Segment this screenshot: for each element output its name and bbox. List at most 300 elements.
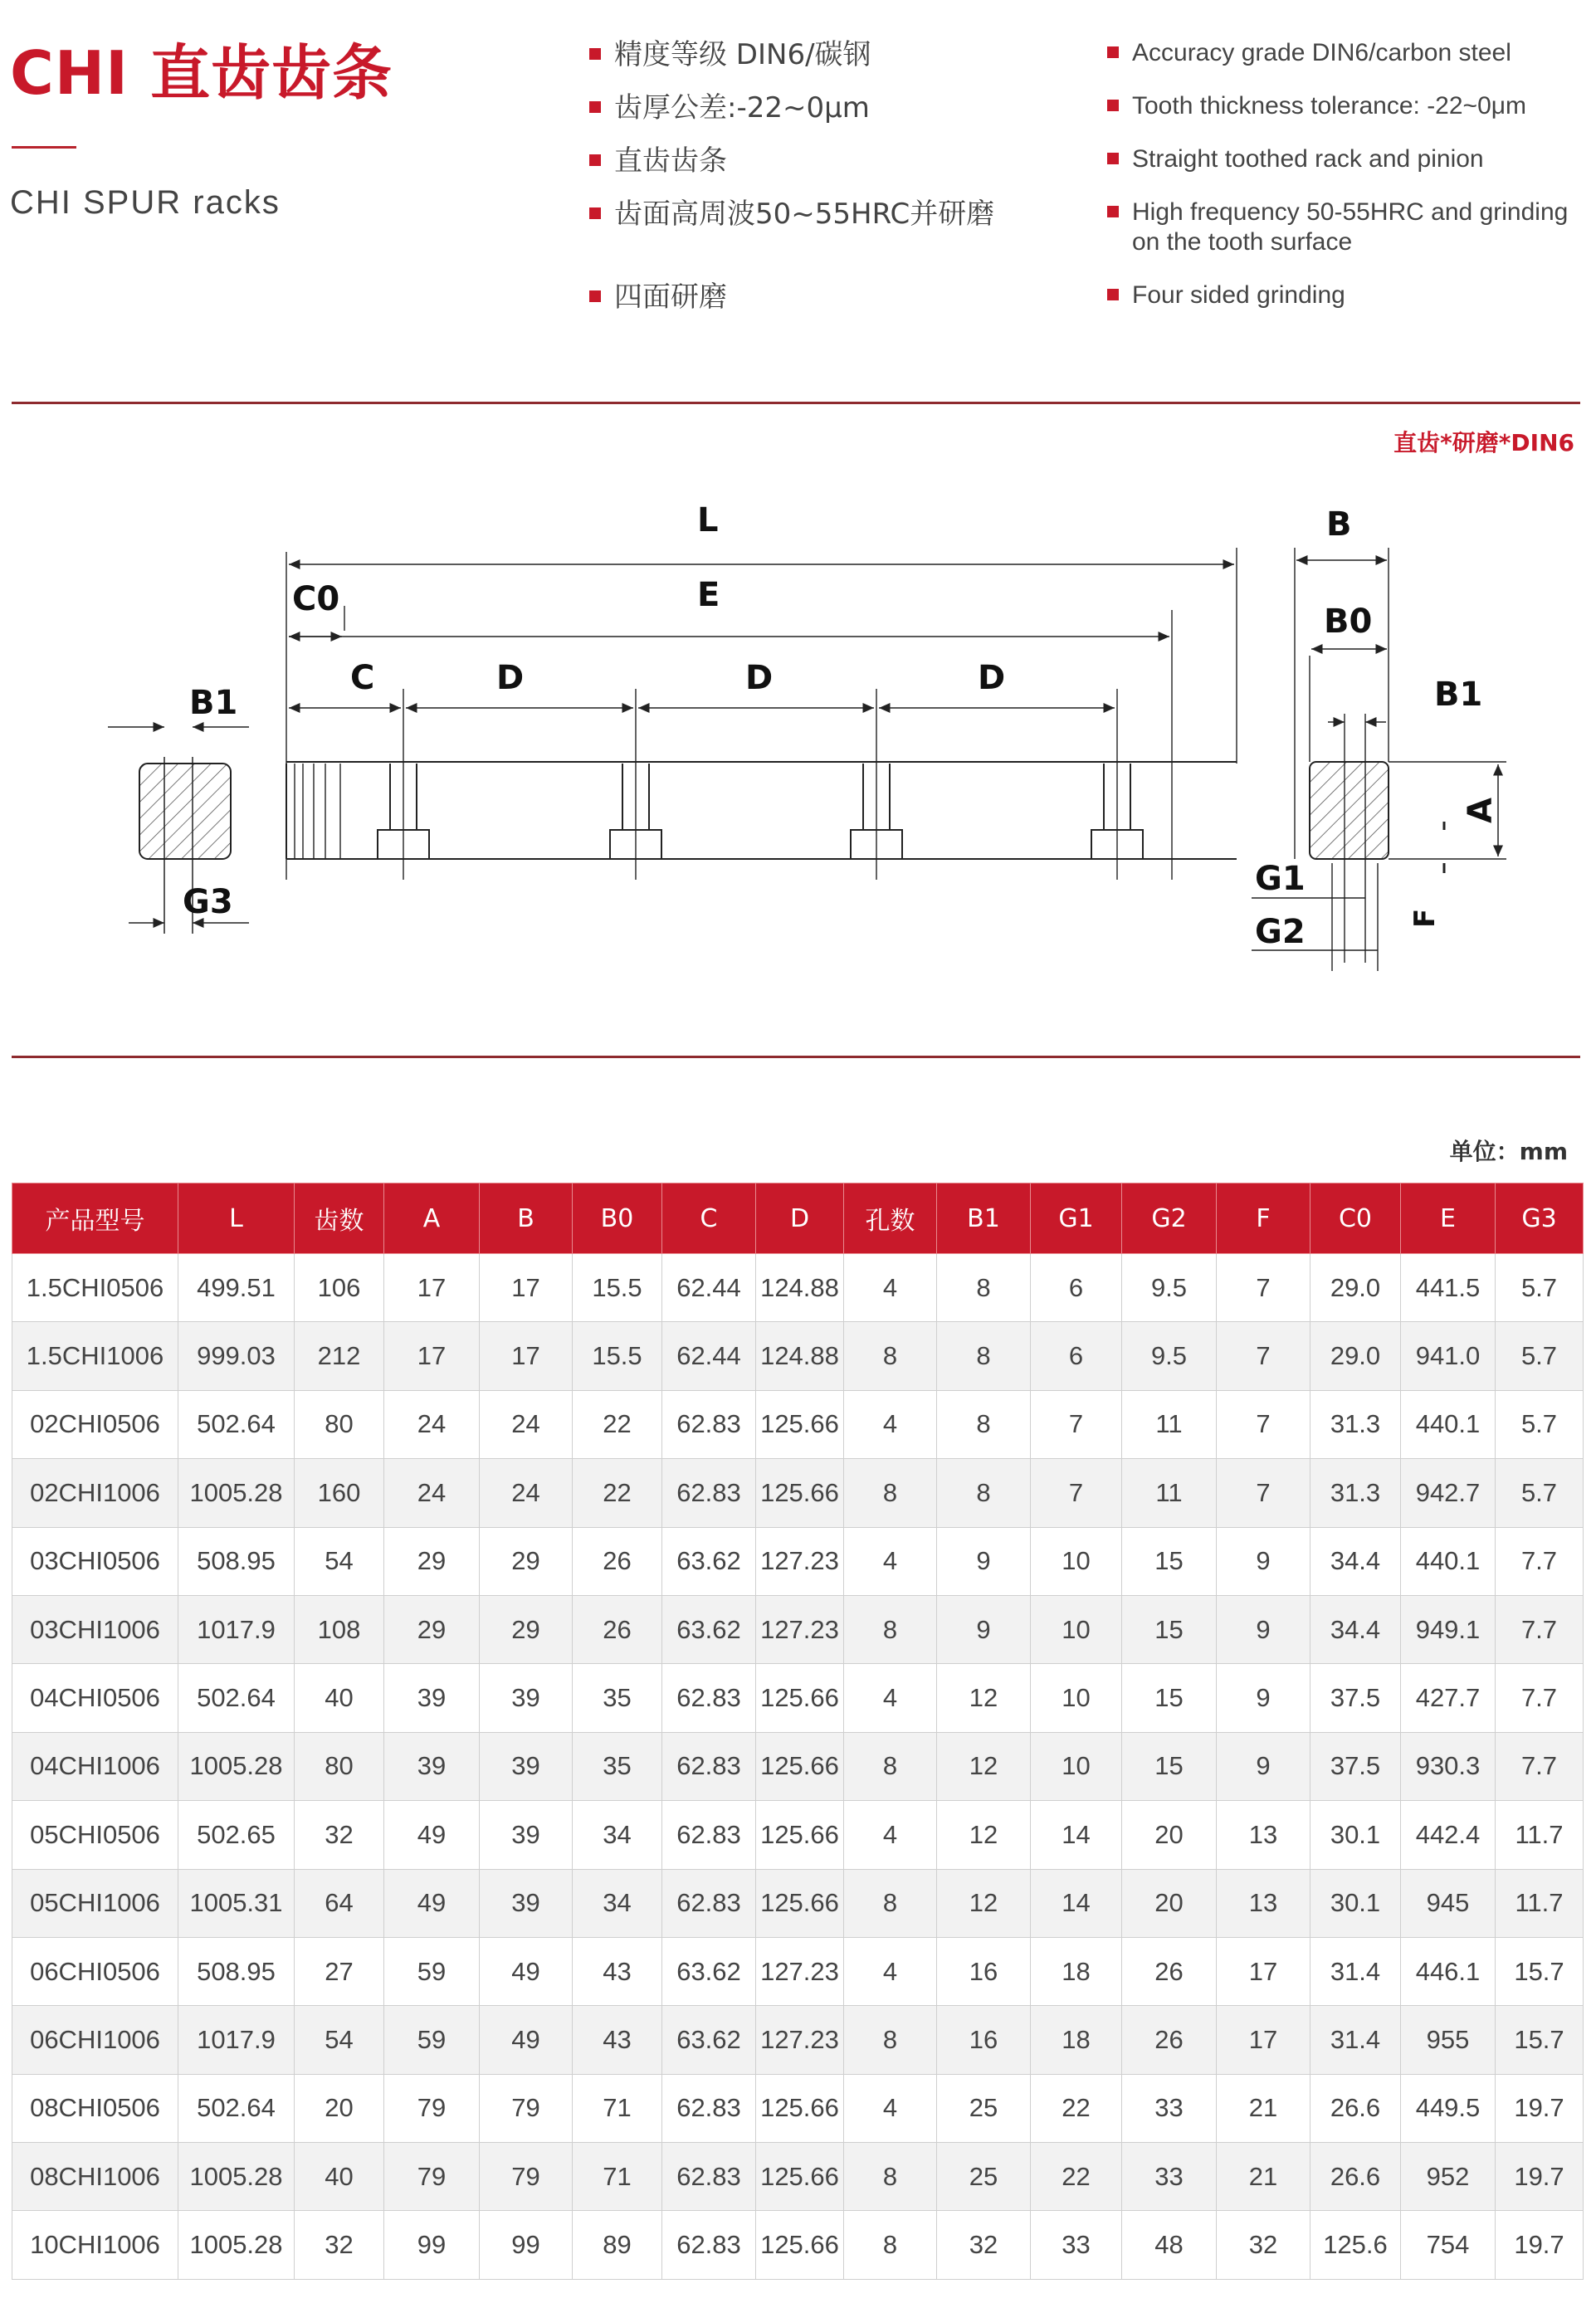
table-cell: 17 <box>384 1254 480 1322</box>
table-cell: 15 <box>1122 1595 1217 1663</box>
table-cell: 127.23 <box>756 2006 844 2074</box>
dim-label-E: E <box>697 576 720 614</box>
table-cell: 5.7 <box>1496 1459 1584 1527</box>
table-cell: 49 <box>480 2006 573 2074</box>
table-cell: 17 <box>480 1254 573 1322</box>
bullet-icon <box>589 101 601 113</box>
table-cell: 48 <box>1122 2211 1217 2279</box>
table-cell: 39 <box>384 1664 480 1732</box>
column-header: 齿数 <box>295 1183 384 1254</box>
table-cell: 26 <box>573 1527 662 1595</box>
table-row <box>12 1527 1584 1595</box>
table-cell: 442.4 <box>1401 1801 1496 1869</box>
table-cell: 34 <box>573 1869 662 1937</box>
table-cell: 05CHI1006 <box>12 1869 178 1937</box>
bullet-icon <box>1107 100 1119 111</box>
table-cell: 1005.28 <box>178 2143 295 2211</box>
bullet-icon <box>1107 289 1119 300</box>
table-cell: 16 <box>937 1937 1031 2005</box>
table-cell: 508.95 <box>178 1527 295 1595</box>
table-cell: 4 <box>844 1390 937 1458</box>
dim-label-D-1: D <box>496 659 525 697</box>
column-header: B1 <box>937 1183 1031 1254</box>
table-cell: 39 <box>480 1801 573 1869</box>
table-cell: 79 <box>384 2143 480 2211</box>
table-cell: 63.62 <box>662 1527 756 1595</box>
dim-label-B1-right: B1 <box>1434 676 1483 714</box>
table-cell: 62.83 <box>662 1869 756 1937</box>
table-cell: 34.4 <box>1310 1527 1401 1595</box>
table-cell: 33 <box>1122 2143 1217 2211</box>
table-cell: 1017.9 <box>178 2006 295 2074</box>
table-cell: 7 <box>1217 1390 1310 1458</box>
table-cell: 7.7 <box>1496 1732 1584 1800</box>
table-cell: 4 <box>844 1664 937 1732</box>
table-cell: 39 <box>480 1732 573 1800</box>
table-cell: 24 <box>480 1390 573 1458</box>
table-cell: 11.7 <box>1496 1801 1584 1869</box>
table-row <box>12 2074 1584 2142</box>
table-cell: 79 <box>480 2143 573 2211</box>
table-cell: 15.7 <box>1496 1937 1584 2005</box>
table-cell: 35 <box>573 1732 662 1800</box>
table-cell: 71 <box>573 2143 662 2211</box>
table-cell: 29.0 <box>1310 1254 1401 1322</box>
table-cell: 80 <box>295 1390 384 1458</box>
column-header: G1 <box>1031 1183 1122 1254</box>
table-cell: 62.83 <box>662 1801 756 1869</box>
table-cell: 02CHI0506 <box>12 1390 178 1458</box>
dim-label-G2: G2 <box>1255 913 1306 951</box>
table-cell: 22 <box>1031 2074 1122 2142</box>
table-cell: 39 <box>384 1732 480 1800</box>
table-cell: 5.7 <box>1496 1254 1584 1322</box>
table-cell: 18 <box>1031 2006 1122 2074</box>
table-cell: 14 <box>1031 1869 1122 1937</box>
table-cell: 62.83 <box>662 2211 756 2279</box>
table-cell: 125.6 <box>1310 2211 1401 2279</box>
column-header: C0 <box>1310 1183 1401 1254</box>
table-cell: 12 <box>937 1801 1031 1869</box>
table-cell: 32 <box>295 1801 384 1869</box>
table-cell: 9.5 <box>1122 1322 1217 1390</box>
table-cell: 29 <box>384 1595 480 1663</box>
table-cell: 16 <box>937 2006 1031 2074</box>
table-cell: 8 <box>844 1869 937 1937</box>
table-cell: 8 <box>844 1322 937 1390</box>
table-cell: 05CHI0506 <box>12 1801 178 1869</box>
table-cell: 59 <box>384 1937 480 2005</box>
dim-label-L: L <box>697 501 719 539</box>
table-row <box>12 1322 1584 1390</box>
dim-label-C: C <box>350 659 375 697</box>
table-cell: 125.66 <box>756 1664 844 1732</box>
table-cell: 8 <box>937 1390 1031 1458</box>
table-row <box>12 1801 1584 1869</box>
table-cell: 32 <box>937 2211 1031 2279</box>
column-header: D <box>756 1183 844 1254</box>
table-cell: 54 <box>295 2006 384 2074</box>
table-cell: 8 <box>844 1595 937 1663</box>
table-body <box>12 1254 1584 2280</box>
table-cell: 18 <box>1031 1937 1122 2005</box>
table-cell: 9 <box>937 1595 1031 1663</box>
table-cell: 08CHI0506 <box>12 2074 178 2142</box>
dim-label-A: A <box>1462 798 1500 823</box>
table-cell: 1005.28 <box>178 1732 295 1800</box>
table-cell: 31.3 <box>1310 1390 1401 1458</box>
dim-label-F: F <box>1408 908 1442 928</box>
table-row <box>12 2143 1584 2211</box>
table-cell: 64 <box>295 1869 384 1937</box>
table-cell: 63.62 <box>662 2006 756 2074</box>
column-header: E <box>1401 1183 1496 1254</box>
table-cell: 63.62 <box>662 1595 756 1663</box>
table-cell: 25 <box>937 2143 1031 2211</box>
table-cell: 06CHI0506 <box>12 1937 178 2005</box>
table-cell: 10 <box>1031 1527 1122 1595</box>
table-cell: 40 <box>295 2143 384 2211</box>
table-cell: 04CHI0506 <box>12 1664 178 1732</box>
table-cell: 37.5 <box>1310 1732 1401 1800</box>
table-cell: 8 <box>844 2143 937 2211</box>
table-cell: 127.23 <box>756 1527 844 1595</box>
table-cell: 43 <box>573 2006 662 2074</box>
table-cell: 499.51 <box>178 1254 295 1322</box>
table-cell: 1.5CHI0506 <box>12 1254 178 1322</box>
table-cell: 508.95 <box>178 1937 295 2005</box>
table-cell: 9 <box>1217 1595 1310 1663</box>
table-cell: 27 <box>295 1937 384 2005</box>
table-cell: 30.1 <box>1310 1801 1401 1869</box>
table-cell: 35 <box>573 1664 662 1732</box>
table-cell: 8 <box>844 1732 937 1800</box>
table-cell: 26.6 <box>1310 2074 1401 2142</box>
table-cell: 30.1 <box>1310 1869 1401 1937</box>
table-cell: 5.7 <box>1496 1390 1584 1458</box>
table-cell: 15 <box>1122 1664 1217 1732</box>
table-cell: 125.66 <box>756 2143 844 2211</box>
table-cell: 446.1 <box>1401 1937 1496 2005</box>
table-cell: 999.03 <box>178 1322 295 1390</box>
table-row <box>12 1869 1584 1937</box>
table-cell: 33 <box>1031 2211 1122 2279</box>
table-cell: 15 <box>1122 1732 1217 1800</box>
table-cell: 1005.31 <box>178 1869 295 1937</box>
table-cell: 62.83 <box>662 1390 756 1458</box>
table-cell: 441.5 <box>1401 1254 1496 1322</box>
table-cell: 502.64 <box>178 1390 295 1458</box>
table-cell: 71 <box>573 2074 662 2142</box>
table-cell: 9 <box>1217 1527 1310 1595</box>
table-cell: 43 <box>573 1937 662 2005</box>
table-header-row <box>12 1183 1584 1254</box>
column-header: C <box>662 1183 756 1254</box>
table-cell: 22 <box>573 1390 662 1458</box>
page-subtitle: CHI SPUR racks <box>10 184 281 221</box>
table-cell: 34.4 <box>1310 1595 1401 1663</box>
table-cell: 125.66 <box>756 1390 844 1458</box>
table-cell: 945 <box>1401 1869 1496 1937</box>
table-cell: 125.66 <box>756 2074 844 2142</box>
table-row <box>12 1732 1584 1800</box>
table-cell: 21 <box>1217 2143 1310 2211</box>
table-cell: 26 <box>1122 1937 1217 2005</box>
dim-label-D-2: D <box>745 659 774 697</box>
title-underline <box>12 146 76 149</box>
table-cell: 03CHI1006 <box>12 1595 178 1663</box>
column-header: F <box>1217 1183 1310 1254</box>
table-cell: 5.7 <box>1496 1322 1584 1390</box>
table-cell: 8 <box>937 1322 1031 1390</box>
bullet-icon <box>589 290 601 302</box>
table-cell: 20 <box>295 2074 384 2142</box>
table-cell: 502.64 <box>178 2074 295 2142</box>
table-cell: 13 <box>1217 1801 1310 1869</box>
dim-label-G1: G1 <box>1255 860 1306 898</box>
table-cell: 14 <box>1031 1801 1122 1869</box>
table-cell: 12 <box>937 1869 1031 1937</box>
table-cell: 40 <box>295 1664 384 1732</box>
table-cell: 99 <box>384 2211 480 2279</box>
table-cell: 26 <box>573 1595 662 1663</box>
table-cell: 19.7 <box>1496 2211 1584 2279</box>
table-cell: 4 <box>844 1937 937 2005</box>
bullet-icon <box>589 48 601 60</box>
table-cell: 29 <box>480 1527 573 1595</box>
table-cell: 24 <box>384 1459 480 1527</box>
table-cell: 12 <box>937 1664 1031 1732</box>
table-cell: 32 <box>1217 2211 1310 2279</box>
table-cell: 4 <box>844 1254 937 1322</box>
table-cell: 125.66 <box>756 2211 844 2279</box>
table-cell: 25 <box>937 2074 1031 2142</box>
table-cell: 49 <box>384 1869 480 1937</box>
bullet-icon <box>1107 153 1119 164</box>
table-cell: 29.0 <box>1310 1322 1401 1390</box>
table-cell: 19.7 <box>1496 2074 1584 2142</box>
table-cell: 7 <box>1217 1459 1310 1527</box>
table-cell: 20 <box>1122 1801 1217 1869</box>
table-cell: 79 <box>480 2074 573 2142</box>
table-cell: 62.83 <box>662 1459 756 1527</box>
right-section-view <box>1252 548 1506 971</box>
table-cell: 26.6 <box>1310 2143 1401 2211</box>
table-cell: 79 <box>384 2074 480 2142</box>
table-cell: 212 <box>295 1322 384 1390</box>
section-divider-top <box>12 402 1580 404</box>
table-cell: 13 <box>1217 1869 1310 1937</box>
table-cell: 12 <box>937 1732 1031 1800</box>
table-cell: 10 <box>1031 1664 1122 1732</box>
column-header: G2 <box>1122 1183 1217 1254</box>
table-row <box>12 1459 1584 1527</box>
column-header: 产品型号 <box>12 1183 178 1254</box>
rack-technical-drawing <box>0 465 1596 1029</box>
dim-label-B1-left: B1 <box>189 684 238 722</box>
table-cell: 20 <box>1122 1869 1217 1937</box>
table-cell: 31.4 <box>1310 1937 1401 2005</box>
table-cell: 63.62 <box>662 1937 756 2005</box>
table-cell: 930.3 <box>1401 1732 1496 1800</box>
page-title: CHI 直齿齿条 <box>10 38 393 108</box>
table-cell: 955 <box>1401 2006 1496 2074</box>
table-cell: 34 <box>573 1801 662 1869</box>
table-cell: 427.7 <box>1401 1664 1496 1732</box>
table-cell: 26 <box>1122 2006 1217 2074</box>
table-cell: 33 <box>1122 2074 1217 2142</box>
column-header: G3 <box>1496 1183 1584 1254</box>
table-cell: 17 <box>1217 1937 1310 2005</box>
table-cell: 1005.28 <box>178 2211 295 2279</box>
table-cell: 1017.9 <box>178 1595 295 1663</box>
table-cell: 22 <box>573 1459 662 1527</box>
table-cell: 62.83 <box>662 1732 756 1800</box>
table-cell: 502.64 <box>178 1664 295 1732</box>
table-cell: 127.23 <box>756 1937 844 2005</box>
table-cell: 06CHI1006 <box>12 2006 178 2074</box>
table-cell: 952 <box>1401 2143 1496 2211</box>
table-cell: 7 <box>1031 1390 1122 1458</box>
table-cell: 62.44 <box>662 1322 756 1390</box>
column-header: B <box>480 1183 573 1254</box>
table-cell: 49 <box>384 1801 480 1869</box>
table-cell: 4 <box>844 1801 937 1869</box>
table-row <box>12 2006 1584 2074</box>
table-cell: 7.7 <box>1496 1595 1584 1663</box>
table-cell: 949.1 <box>1401 1595 1496 1663</box>
table-cell: 7 <box>1217 1322 1310 1390</box>
table-cell: 29 <box>384 1527 480 1595</box>
section-divider-bottom <box>12 1056 1580 1058</box>
table-cell: 15.7 <box>1496 2006 1584 2074</box>
table-cell: 15.5 <box>573 1254 662 1322</box>
table-cell: 7.7 <box>1496 1664 1584 1732</box>
table-cell: 502.65 <box>178 1801 295 1869</box>
bullet-icon <box>589 154 601 166</box>
table-cell: 03CHI0506 <box>12 1527 178 1595</box>
table-cell: 7 <box>1217 1254 1310 1322</box>
table-row <box>12 2211 1584 2279</box>
table-cell: 127.23 <box>756 1595 844 1663</box>
table-cell: 4 <box>844 2074 937 2142</box>
table-cell: 8 <box>937 1459 1031 1527</box>
table-cell: 31.4 <box>1310 2006 1401 2074</box>
table-cell: 7 <box>1031 1459 1122 1527</box>
table-cell: 59 <box>384 2006 480 2074</box>
table-cell: 39 <box>480 1664 573 1732</box>
table-row <box>12 1937 1584 2005</box>
table-cell: 29 <box>480 1595 573 1663</box>
dim-label-G3: G3 <box>183 883 233 921</box>
table-cell: 124.88 <box>756 1254 844 1322</box>
table-cell: 449.5 <box>1401 2074 1496 2142</box>
table-cell: 941.0 <box>1401 1322 1496 1390</box>
table-cell: 125.66 <box>756 1869 844 1937</box>
table-cell: 440.1 <box>1401 1390 1496 1458</box>
table-cell: 125.66 <box>756 1732 844 1800</box>
dim-label-B: B <box>1326 505 1352 544</box>
table-cell: 10CHI1006 <box>12 2211 178 2279</box>
table-cell: 4 <box>844 1527 937 1595</box>
table-cell: 8 <box>844 2211 937 2279</box>
table-cell: 6 <box>1031 1322 1122 1390</box>
table-cell: 754 <box>1401 2211 1496 2279</box>
table-cell: 160 <box>295 1459 384 1527</box>
table-cell: 108 <box>295 1595 384 1663</box>
table-cell: 80 <box>295 1732 384 1800</box>
table-cell: 37.5 <box>1310 1664 1401 1732</box>
table-cell: 62.44 <box>662 1254 756 1322</box>
table-cell: 62.83 <box>662 2074 756 2142</box>
table-cell: 7.7 <box>1496 1527 1584 1595</box>
table-cell: 125.66 <box>756 1801 844 1869</box>
table-cell: 8 <box>844 1459 937 1527</box>
table-cell: 31.3 <box>1310 1459 1401 1527</box>
table-cell: 11 <box>1122 1390 1217 1458</box>
table-cell: 39 <box>480 1869 573 1937</box>
table-row <box>12 1254 1584 1322</box>
table-cell: 11 <box>1122 1459 1217 1527</box>
dim-label-B0: B0 <box>1324 603 1373 641</box>
table-cell: 19.7 <box>1496 2143 1584 2211</box>
bullet-icon <box>1107 206 1119 217</box>
dim-label-C0: C0 <box>292 580 340 618</box>
table-cell: 32 <box>295 2211 384 2279</box>
bullet-icon <box>589 207 601 219</box>
table-cell: 125.66 <box>756 1459 844 1527</box>
column-header: A <box>384 1183 480 1254</box>
table-cell: 10 <box>1031 1595 1122 1663</box>
table-row <box>12 1664 1584 1732</box>
table-cell: 9 <box>1217 1732 1310 1800</box>
table-cell: 04CHI1006 <box>12 1732 178 1800</box>
table-cell: 124.88 <box>756 1322 844 1390</box>
table-cell: 1005.28 <box>178 1459 295 1527</box>
table-cell: 9.5 <box>1122 1254 1217 1322</box>
table-cell: 1.5CHI1006 <box>12 1322 178 1390</box>
column-header: B0 <box>573 1183 662 1254</box>
table-cell: 9 <box>937 1527 1031 1595</box>
spec-table <box>12 1183 1584 2280</box>
table-cell: 22 <box>1031 2143 1122 2211</box>
table-cell: 11.7 <box>1496 1869 1584 1937</box>
table-cell: 15.5 <box>573 1322 662 1390</box>
table-cell: 21 <box>1217 2074 1310 2142</box>
rack-front-view <box>286 548 1237 880</box>
table-cell: 8 <box>937 1254 1031 1322</box>
table-cell: 08CHI1006 <box>12 2143 178 2211</box>
table-cell: 10 <box>1031 1732 1122 1800</box>
table-cell: 02CHI1006 <box>12 1459 178 1527</box>
table-row <box>12 1390 1584 1458</box>
table-cell: 17 <box>384 1322 480 1390</box>
unit-label: 单位：mm <box>1449 1138 1568 1165</box>
table-cell: 17 <box>480 1322 573 1390</box>
drawing-tag: 直齿*研磨*DIN6 <box>1393 429 1574 456</box>
bullet-icon <box>1107 46 1119 58</box>
table-cell: 9 <box>1217 1664 1310 1732</box>
column-header: L <box>178 1183 295 1254</box>
table-cell: 17 <box>1217 2006 1310 2074</box>
table-row <box>12 1595 1584 1663</box>
table-cell: 24 <box>480 1459 573 1527</box>
table-cell: 54 <box>295 1527 384 1595</box>
table-cell: 99 <box>480 2211 573 2279</box>
column-header: 孔数 <box>844 1183 937 1254</box>
table-cell: 440.1 <box>1401 1527 1496 1595</box>
table-cell: 106 <box>295 1254 384 1322</box>
